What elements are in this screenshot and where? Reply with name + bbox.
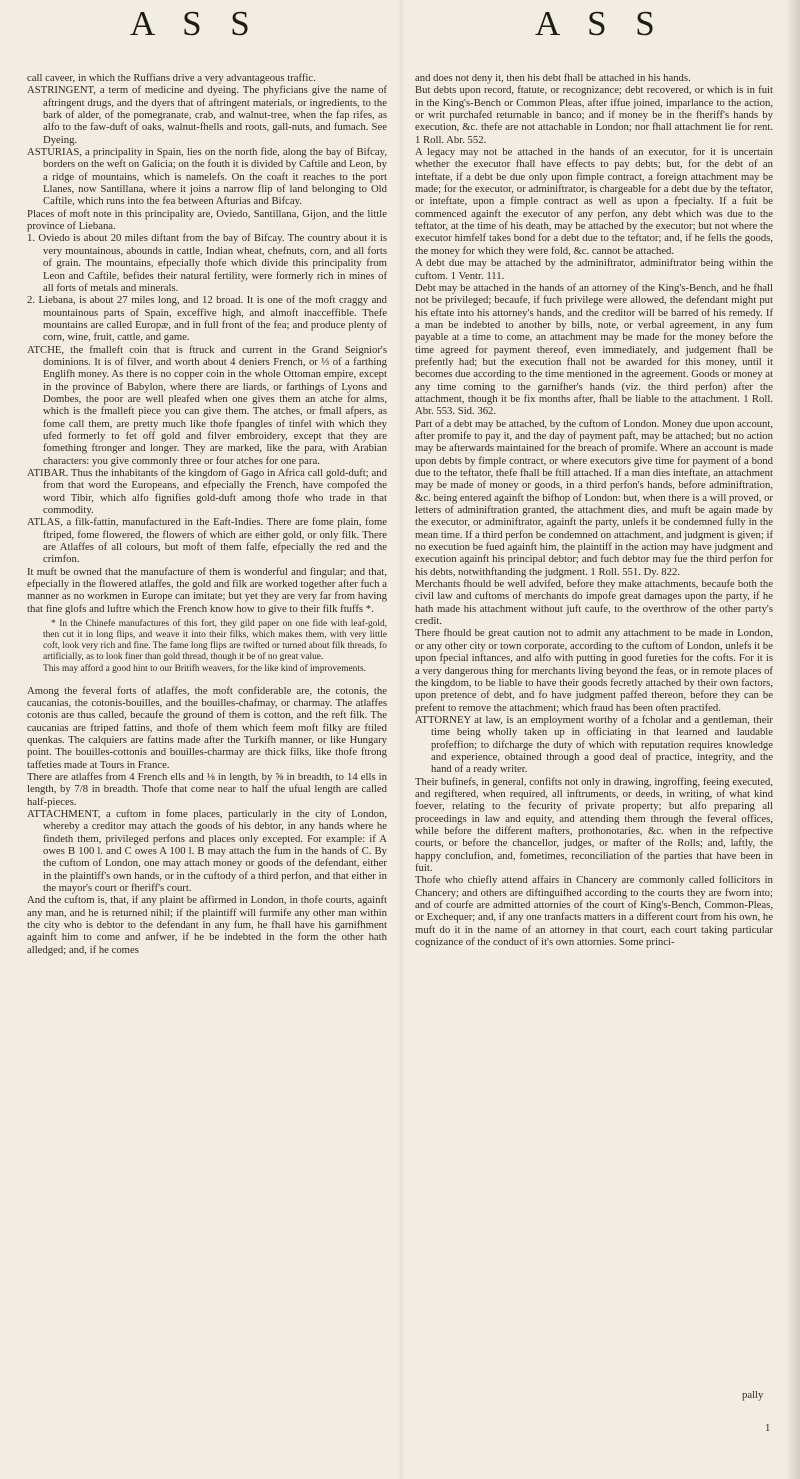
page-edge-shadow — [786, 0, 800, 1479]
footnote: * In the Chinefe manufactures of this fort, they gild paper on one fide with leaf-gold, then cut it in long flips, and weave it into their filks, which makes them, with very little coft, look very rich and fine. The fame long flips are twifted or turned about filk threads, fo artificially, as to look finer than gold thread, though it be of no great value. — [43, 619, 387, 663]
paragraph: But debts upon record, ftatute, or recognizance; debt recovered, or which is in fuit in the King's-Bench or Common Pleas, after iffue joined, imparlance to the action, or writ purchafed returnable in banco; and if money be in the fheriff's hands by execution, &c. thefe are not attachable in London; nor fhall attachment lie for rent. 1 Roll. Abr. 552. — [415, 84, 773, 146]
right-column — [415, 72, 773, 948]
entry-atibar: ATIBAR. Thus the inhabitants of the kingdom of Gago in Africa call gold-duft; and from that word the Europeans, and efpecially the French, have compofed the word Tibir, which alfo fignifies gold-duft among thofe who trade in that commodity. — [27, 467, 387, 517]
paragraph: It muft be owned that the manufacture of them is wonderful and fingular; and that, efpecially in the flowered atlaffes, the gold and filk are worked together after fuch a manner as no workmen in Europe can imitate; but yet they are very far from having that fine glofs and luftre which the French know how to give to their filk ftuffs *. — [27, 565, 387, 615]
paragraph: Their bufinefs, in general, confifts not only in drawing, ingroffing, feeing executed, and regiftered, when required, all inftruments, or deeds, in writing, of what kind foever, relating to the fecurity of private property; but alfo preparing all proceedings in law and equity, and attending them through the feveral offices, while before the different mafters, prothonotaries, &c. when in the refpective courts, or before the chancellor, judges, or mafter of the Rolls; and, laftly, the happy conclufion, and, fometimes, reconciliation of the parties that have been in fuit. — [415, 775, 773, 874]
paragraph: Debt may be attached in the hands of an attorney of the King's-Bench, and he fhall not be privileged; becaufe, if fuch privilege were allowed, the defendant might put his eftate into his attorney's hands, and the creditor will be barred of his remedy. If a man be indebted to another by bills, note, or verbal agreement, in any fum payable at a time to come, an attachment may be made for the money before the time agreed for payment thereof, even immediately, and judgement fhall be prefently had; but the execution fhall not be awarded for this money, until it becomes due according to the time mentioned in the agreement. Goods or money at any time coming to the garnifher's hands (viz. the third perfon) after the attachment, though it be fix months after, fhall be liable to the attachment. 1 Roll. Abr. 553. Sid. 362. — [415, 281, 773, 418]
signature-mark: 1 — [765, 1422, 771, 1434]
entry-attachment: ATTACHMENT, a cuftom in fome places, particularly in the city of London, whereby a creditor may attach the goods of his debtor, in any hands where he findeth them, privileged perfons and places only excepted. For example: if A owes B 100 l. and C owes A 100 l. B may attach the fum in the hands of C. By the cuftom of London, one may attach money or goods of the defendant, either in the plaintiff's own hands, or in the cuftody of a third perfon, and that either in the mayor's court or fheriff's court. — [27, 808, 387, 895]
paragraph: Merchants fhould be well advifed, before they make attachments, becaufe both the civil law and cuftoms of merchants do impofe great damages upon the party, if he hath made his attachment without juft caufe, to the overthrow of the other party's credit. — [415, 578, 773, 628]
entry-oviedo: 1. Oviedo is about 20 miles diftant from the bay of Bifcay. The country about it is very mountainous, abounds in cattle, Indian wheat, chefnuts, corn, and all forts of grain. The mountains, efpecially thofe which divide this principality from Leon and Caftile, befides their natural fertility, were formerly rich in mines of all forts of metals and minerals. — [27, 232, 387, 294]
paragraph: Part of a debt may be attached, by the cuftom of London. Money due upon account, after promife to pay it, and the day of payment paft, may be attached; but no action may be afterwards maintained for the breach of promife. Where an account is made upon debts by fimple contract, or where executors give time for payment of a bond due to the teftator, thefe fhall be ftill attached. If a man dies inteftate, an attachment may be made of money or goods, in a third perfon's hands, before adminiftration, &c. being entered againft the bifhop of London: but, when there is a will proved, or letters of adminiftration granted, the attachment dies, and muft be again made by the executor, or adminiftrator, againft the party, unlefs it be condemned fully in the mean time. If a third perfon be condemned on attachment, and judgment is given; if no execution be fued againft him, the plaintiff in the action may have judgment and execution againft his principal debtor; and fuch debtor may fue the third perfon for his debts, notwithftanding the judgment. 1 Roll. 551. Dy. 822. — [415, 417, 773, 578]
catchword: pally — [742, 1389, 764, 1401]
entry-astringent: ASTRINGENT, a term of medicine and dyeing. The phyficians give the name of aftringent drugs, and the dyers that of aftringent materials, or ingredients, to the bark of alder, of the pomegranate, crab, and walnut-tree, when the fap rifes, as alfo to the faw-duft of oaks, walnut-fhells and roots, gall-nuts, and fumach. See Dyeing. — [27, 84, 387, 146]
paragraph: There are atlaffes from 4 French ells and ⅛ in length, by ⅝ in breadth, to 14 ells in length, by 7/8 in breadth. Thofe that come near to half the ufual length are called half-pieces. — [27, 771, 387, 808]
paragraph: call caveer, in which the Ruffians drive a very advantageous traffic. — [27, 72, 316, 84]
entry-attorney: ATTORNEY at law, is an employment worthy of a fcholar and a gentleman, their time being wholly taken up in officiating in that learned and laudable profeffion; to difcharge the duty of which with reputation requires knowledge and experience, obtained through a good deal of practice, integrity, and the hand of a ready writer. — [415, 713, 773, 776]
entry-atche: ATCHE, the fmalleft coin that is ftruck and current in the Grand Seignior's dominions. It is of filver, and worth about 4 deniers French, or ⅓ of a farthing Englifh money. As there is no copper coin in the whole Ottoman empire, except in the province of Babylon, where there are liards, or farthings of Lyons and Dombes, the poor are well pleafed when one gives them an atche for alms, which is the fmalleft piece you can give them. The atches, or fmall afpers, as fome call them, are pretty much like thofe fpangles of tinfel with which they ufed formerly to fet off gold and filver embroidery, except that they are fomething ftronger and longer. They are marked, like the para, with Arabian characters: you give commonly three or four atches for one para. — [27, 343, 387, 467]
paragraph: And the cuftom is, that, if any plaint be affirmed in London, in thofe courts, againft any man, and he is returned nihil; if the plaintiff will furmife any other man within the city who is debtor to the defendant in any fum, he fhall have his garnifhment againft him to come and anfwer, if he be indebted in the form the other hath alledged; and, if he comes — [27, 894, 387, 956]
paragraph: Thofe who chiefly attend affairs in Chancery are commonly called follicitors in Chancery; and others are diftinguifhed according to the courts they are fworn into; and of courfe are admitted attornies of the court of King's-Bench, Common-Pleas, or Exchequer; and, if any one tranfacts matters in a different court from his own, he muft do it in the name of an attorney in that court, each court taking particular cognizance of the conduct of it's own attornies. Some princi- — [415, 874, 773, 949]
paragraph: and does not deny it, then his debt fhall be attached in his hands. — [415, 72, 691, 84]
entry-liebana: 2. Liebana, is about 27 miles long, and 12 broad. It is one of the moft craggy and mountainous parts of Spain, exceffive high, and almoft inacceffible. Thefe mountains are called Europæ, and in full front of the fea; and produce plenty of corn, wine, fruit, cattle, and game. — [27, 294, 387, 344]
entry-asturias: ASTURIAS, a principality in Spain, lies on the north fide, along the bay of Bifcay, borders on the weft on Galicia; on the fouth it is divided by Caftile and Leon, by a ridge of mountains, which is namelefs. On the coaft it reaches to the port Llanes, now Santillana, where it joins a narrow flip of land belonging to Old Caftile, which runs into the fea between Afturias and Bifcay. — [27, 146, 387, 208]
column-gutter — [398, 0, 404, 1479]
paragraph: A legacy may not be attached in the hands of an executor, for it is uncertain whether the executor fhall have effects to pay debts; but, for the debt of an inteftate, if a debt be due only upon fimple contract, a foreign attachment may be made; for the executor, or adminiftrator, is chargeable for a debt due by the teftator, or inteftate, upon a fimple contract as well as upon a fpecialty. If a fuit be commenced againft the executor of any perfon, any debt which was due to the teftator, at the time of his death, may be attached by the executor; but not where the executor himfelf takes bond for a debt due to the teftator; and, if he fells the goods, the money for which they were fold, &c. cannot be attached. — [415, 146, 773, 257]
paragraph: Places of moft note in this principality are, Oviedo, Santillana, Gijon, and the little province of Liebana. — [27, 207, 387, 233]
running-head-left: A S S — [130, 4, 260, 43]
footnote-continuation: This may afford a good hint to our Britifh weavers, for the like kind of improvements. — [43, 663, 366, 674]
running-head-right: A S S — [535, 4, 665, 43]
paragraph: A debt due may be attached by the adminiftrator, adminiftrator being within the cuftom. 1 Ventr. 111. — [415, 257, 773, 282]
paragraph: Among the feveral forts of atlaffes, the moft confiderable are, the cotonis, the caucanias, the cotonis-bouilles, and the bouilles-chafmay, or charmay. The atlaffes cotonis are thus called, becaufe the ground of them is cotton, and the reft filk. The caucanias are ftriped fattins, and thofe of them which feem moft filky are ftiled quenkas. The calquiers are fattins made after the Turkifh manner, or like Hungary point. The bouilles-cottonis and bouilles-charmay are thick filks, like thofe ftrong taffeties made at Tours in France. — [27, 684, 387, 771]
entry-atlas: ATLAS, a filk-fattin, manufactured in the Eaft-Indies. There are fome plain, fome ftriped, fome flowered, the flowers of which are either gold, or only filk. There are Atlaffes of all colours, but moft of them falfe, efpecially the red and the crimfon. — [27, 516, 387, 566]
left-column — [27, 72, 387, 956]
paragraph: There fhould be great caution not to admit any attachment to be made in London, or any other city or town corporate, according to the cuftom of London, unlefs it be upon fpecial inftances, and alfo with putting in good fureties for the cofts. For it is a very dangerous thing for merchants living beyond the feas, or in remote places of the kingdom, to be liable to have their goods fecretly attached by their own factors, upon pretence of debt, and fo have judgment paffed thereon, before they can be prefent to remove the attachment; which fraud has been often practifed. — [415, 627, 773, 714]
